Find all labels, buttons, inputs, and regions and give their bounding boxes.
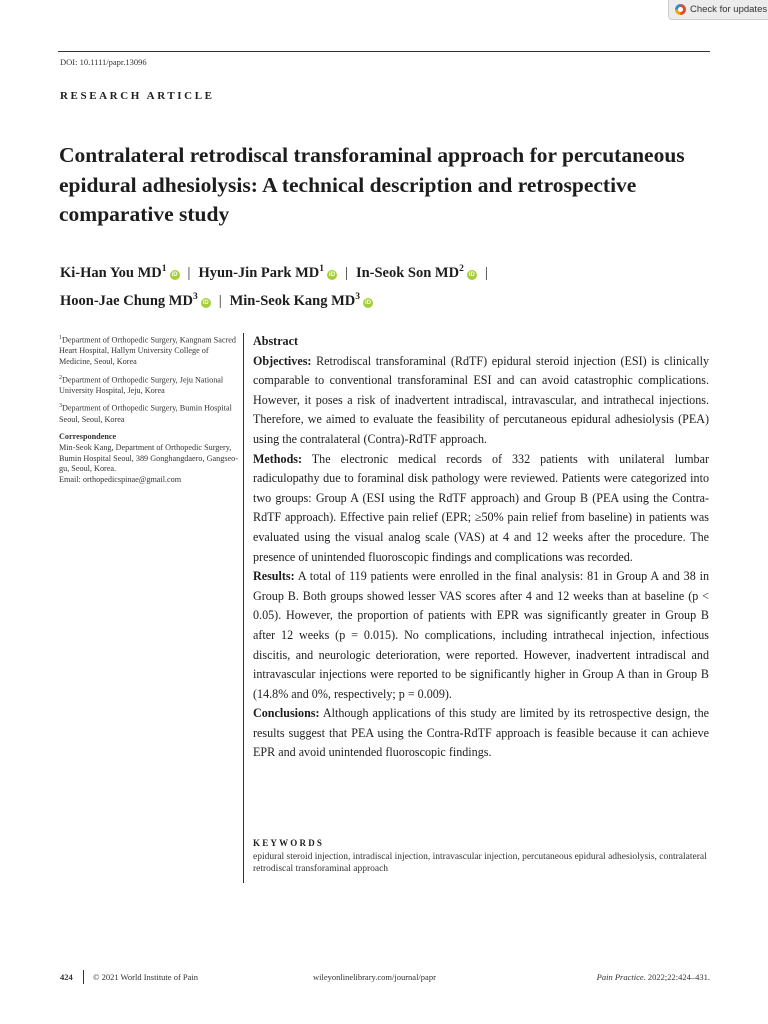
affiliation-number: 1 xyxy=(59,335,62,341)
author-affiliation-ref: 1 xyxy=(161,264,167,274)
section-text: Although applications of this study are limited by its retrospective design, the results suggest that PEA using the Contra-RdTF approach is feasible because it can achieve EPR and avoid unintended fluoroscopic findings. xyxy=(253,706,709,760)
author[interactable] xyxy=(198,265,337,281)
author[interactable] xyxy=(60,265,180,281)
orcid-icon[interactable]: iD xyxy=(202,299,209,306)
abstract-heading: Abstract xyxy=(253,334,299,348)
footer-divider xyxy=(83,970,84,984)
copyright: © 2021 World Institute of Pain xyxy=(93,972,199,982)
author-separator: | xyxy=(484,264,488,281)
page-footer xyxy=(60,972,710,986)
affiliation-number: 2 xyxy=(59,374,62,381)
author-affiliation-ref: 2 xyxy=(459,264,464,274)
author-affiliation-ref: 1 xyxy=(319,264,325,274)
section-text: A total of 119 patients were enrolled in the final analysis: 81 in Group A and 38 in Group B. Both groups showed lesser VAS scores after 4 and 12 weeks than at baseline (p < 0.05). However, the proportion of patients with EPR was significantly greater in Group B after 12 weeks (p = 0.015). No complications, including intrathecal injection, infectious discitis, and neurologic deterioration, were reported. However, inadvertent intradiscal and intravascular injections were reported to be significantly higher in Group A than in Group B (14.8% and 0%, respectively; p = 0.009). xyxy=(253,569,710,701)
orcid-icon[interactable]: iD xyxy=(171,271,178,278)
author[interactable] xyxy=(230,293,373,309)
affiliation-text: Department of Orthopedic Surgery, Bumin Hospital Seoul, Seoul, Korea xyxy=(59,404,232,424)
orcid-icon[interactable]: iD xyxy=(365,299,372,306)
keywords-text: epidural steroid injection, intradiscal injection, intravascular injection, percutaneous epidural adhesiolysis, contralateral retrodiscal transforaminal approach xyxy=(253,852,707,874)
author-separator: | xyxy=(345,264,348,281)
article-title: Contralateral retrodiscal transforaminal approach for percutaneous epidural adhesiolysis: A technical description and retrospective comparative study xyxy=(59,143,685,226)
author-affiliation-ref: 3 xyxy=(192,291,198,302)
author[interactable] xyxy=(60,293,211,309)
author-name: In-Seok Son MD xyxy=(355,264,460,281)
abstract-conclusions xyxy=(253,704,709,763)
section-label: Methods: xyxy=(253,451,303,466)
section-text: The electronic medical records of 332 patients with unilateral lumbar radiculopathy due to foraminal disk pathology were reviewed. Patients were categorized into two groups: Group A (ESI using the RdTF approach) and Group B (PEA using the Contra-RdTF approach). Effective pain relief (EPR; ≥50% pain relief from baseline) in patients was evaluated using the visual analog scale (VAS) at 4 and 12 weeks after the procedure. The presence of unintended fluoroscopic findings and complications was recorded. xyxy=(253,451,709,564)
affiliation-text: Department of Orthopedic Surgery, Kangnam Sacred Heart Hospital, Hallym University College of Medicine, Seoul, Korea xyxy=(59,335,236,366)
crossmark-icon xyxy=(675,4,686,15)
citation-details: . 2022;22:424–431. xyxy=(643,972,710,982)
author-separator: | xyxy=(218,292,222,309)
affiliation-text: Department of Orthopedic Surgery, Jeju National University Hospital, Jeju, Korea xyxy=(59,375,224,395)
author-name: Ki-Han You MD xyxy=(60,264,162,281)
affiliation xyxy=(59,333,239,368)
affiliation xyxy=(59,373,239,397)
orcid-icon[interactable]: iD xyxy=(468,271,475,278)
author-name: Min-Seok Kang MD xyxy=(229,292,356,309)
section-label: Conclusions: xyxy=(253,706,320,721)
correspondence-email[interactable]: Email: orthopedicspinae@gmail.com xyxy=(59,474,182,484)
abstract-methods xyxy=(253,450,709,568)
author-list xyxy=(60,257,720,313)
correspondence-address: Min-Seok Kang, Department of Orthopedic Surgery, Bumin Hospital Seoul, 389 Gonghangdaero, Gangseo-gu, Seoul, Korea. xyxy=(59,442,238,474)
abstract xyxy=(253,332,709,763)
doi[interactable]: DOI: 10.1111/papr.13096 xyxy=(60,57,147,67)
author-affiliation-ref: 3 xyxy=(355,291,361,302)
journal-name: Pain Practice xyxy=(596,972,644,982)
keywords-heading: KEYWORDS xyxy=(253,838,325,848)
affiliation-number: 3 xyxy=(59,403,62,410)
check-for-updates-button[interactable] xyxy=(668,0,768,20)
affiliation xyxy=(59,401,239,425)
correspondence-heading: Correspondence xyxy=(59,432,117,442)
section-label: Objectives: xyxy=(253,353,312,368)
author[interactable] xyxy=(356,265,477,281)
author-separator: | xyxy=(187,264,191,281)
journal-url[interactable]: wileyonlinelibrary.com/journal/papr xyxy=(313,972,436,982)
column-divider xyxy=(243,333,244,883)
author-name: Hyun-Jin Park MD xyxy=(198,264,320,281)
abstract-results xyxy=(253,567,709,704)
article-type: RESEARCH ARTICLE xyxy=(60,90,215,102)
orcid-icon[interactable]: iD xyxy=(329,271,336,278)
header-rule xyxy=(58,51,710,52)
journal-citation xyxy=(597,972,710,982)
check-for-updates-label: Check for updates xyxy=(690,4,768,15)
abstract-objectives xyxy=(253,352,709,450)
author-name: Hoon-Jae Chung MD xyxy=(60,292,193,309)
affiliations-column xyxy=(59,333,239,485)
section-label: Results: xyxy=(253,569,295,584)
page-number: 424 xyxy=(60,972,73,982)
section-text: Retrodiscal transforaminal (RdTF) epidural steroid injection (ESI) is clinically comparable to conventional transforaminal ESI and can avoid catastrophic complications. However, it poses a risk of inadvertent intradiscal, intravascular, and intrathecal injections. Therefore, we aimed to evaluate the feasibility of percutaneous epidural adhesiolysis (PEA) using the contralateral (Contra)-RdTF approach. xyxy=(253,353,709,446)
